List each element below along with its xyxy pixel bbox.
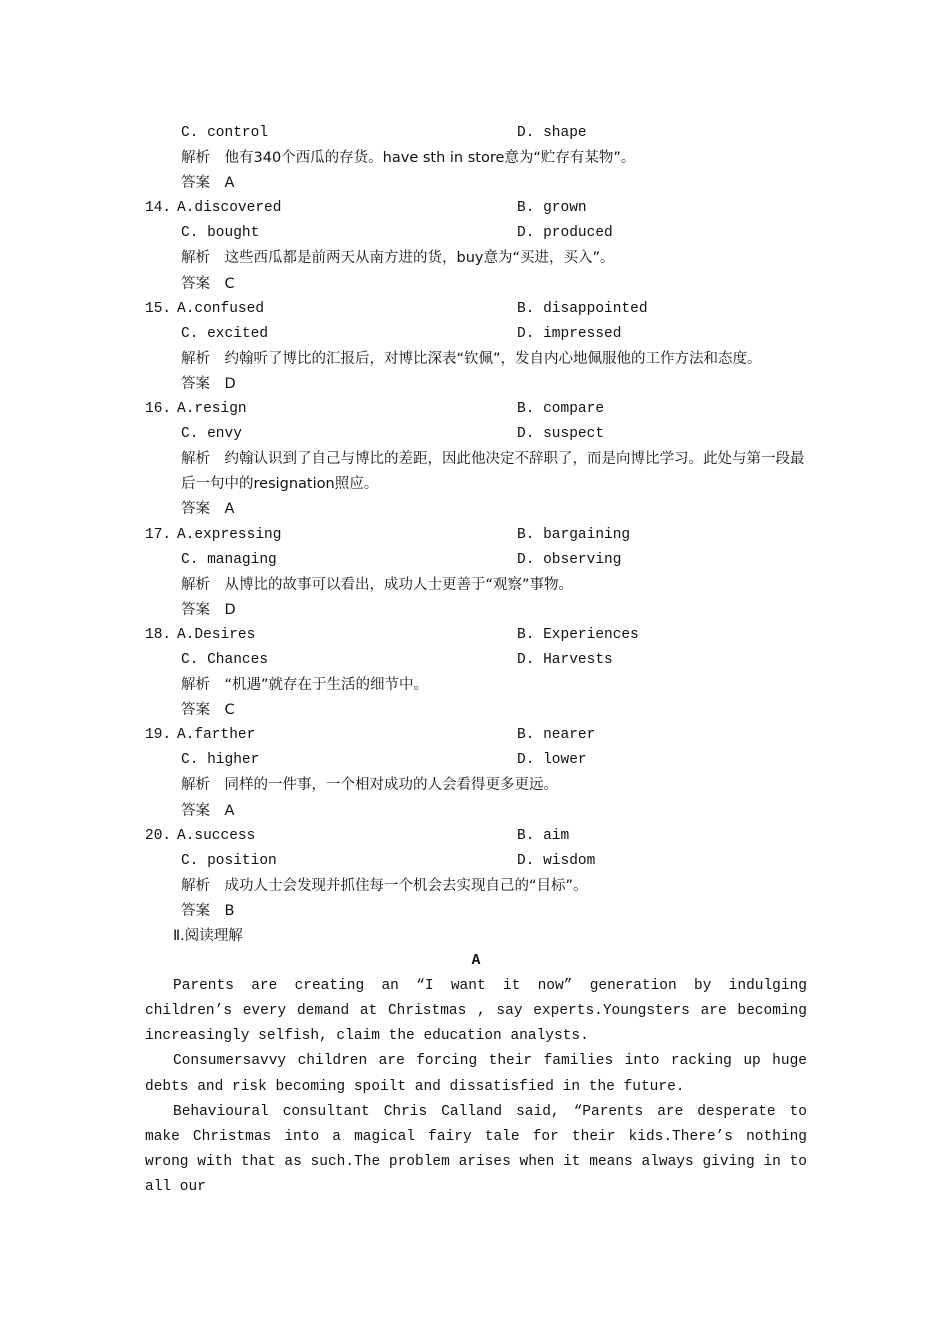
question-row xyxy=(145,397,807,422)
option-b: B. compare xyxy=(517,401,605,418)
explanation: 解析 他有340个西瓜的存货。have sth in store意为“贮存有某物”。 xyxy=(181,150,636,167)
question-row xyxy=(145,297,807,322)
option-a: A.success xyxy=(177,827,256,844)
option-row xyxy=(145,748,807,773)
answer: 答案 A xyxy=(181,501,235,518)
option-a: A.Desires xyxy=(177,626,256,643)
option-c: C. envy xyxy=(181,426,242,443)
option-d: D. lower xyxy=(517,752,587,769)
question-number: 17. xyxy=(145,526,172,543)
option-c: C. managing xyxy=(181,551,277,568)
option-c: C. Chances xyxy=(181,651,269,668)
explanation: 解析 约翰听了博比的汇报后，对博比深表“钦佩”，发自内心地佩服他的工作方法和态度。 xyxy=(181,350,762,367)
option-row xyxy=(145,221,807,246)
option-b: B. bargaining xyxy=(517,526,631,543)
option-a: A.farther xyxy=(177,727,256,744)
answer: 答案 A xyxy=(181,175,235,192)
option-d: D. shape xyxy=(517,125,587,141)
option-d: D. wisdom xyxy=(517,852,596,869)
explanation: 解析 这些西瓜都是前两天从南方进的货，buy意为“买进，买入”。 xyxy=(181,250,615,267)
explanation: 解析 成功人士会发现并抓住每一个机会去实现自己的“目标”。 xyxy=(181,877,588,894)
question-number: 19. xyxy=(145,727,172,744)
passage-paragraph-3: Behavioural consultant Chris Calland said, “Parents are desperate to make Christmas into a magical fairy tale for their kids.There’s nothing wrong with that as such.The problem arises when it means always giving in to all our xyxy=(145,1103,807,1195)
option-b: B. nearer xyxy=(517,727,596,744)
answer: 答案 D xyxy=(181,375,236,392)
option-b: B. Experiences xyxy=(517,626,639,643)
option-b: B. grown xyxy=(517,200,587,217)
option-row xyxy=(145,322,807,347)
option-c: C. higher xyxy=(181,752,260,769)
option-row xyxy=(145,849,807,874)
option-d: D. Harvests xyxy=(517,651,613,668)
option-b: B. aim xyxy=(517,827,570,844)
option-a: A.resign xyxy=(177,401,247,418)
passage-label: A xyxy=(471,953,481,970)
explanation: 解析 从博比的故事可以看出，成功人士更善于“观察”事物。 xyxy=(181,576,574,593)
document-page xyxy=(145,121,807,1200)
answer: 答案 C xyxy=(181,275,235,292)
option-row xyxy=(145,422,807,447)
section-title: Ⅱ.阅读理解 xyxy=(173,928,243,944)
option-c: C. bought xyxy=(181,225,260,242)
question-row xyxy=(145,723,807,748)
option-row xyxy=(145,548,807,573)
option-d: D. observing xyxy=(517,551,622,568)
question-row xyxy=(145,523,807,548)
question-row xyxy=(145,824,807,849)
explanation: 解析 “机遇”就存在于生活的细节中。 xyxy=(181,677,429,694)
explanation: 解析 约翰认识到了自己与博比的差距，因此他决定不辞职了，而是向博比学习。此处与第一段最后一句中的resignation照应。 xyxy=(181,451,805,493)
option-row xyxy=(145,121,807,146)
passage-paragraph-1: Parents are creating an “I want it now” generation by indulging children’s every demand at Christmas , say experts.Youngsters are becoming increasingly selfish, claim the education analysts. xyxy=(145,978,807,1045)
answer: 答案 B xyxy=(181,902,235,919)
option-d: D. impressed xyxy=(517,325,622,342)
option-a: A.confused xyxy=(177,300,265,317)
option-c: C. control xyxy=(181,125,269,141)
option-a: A.expressing xyxy=(177,526,282,543)
question-row xyxy=(145,623,807,648)
question-number: 15. xyxy=(145,300,172,317)
option-c: C. position xyxy=(181,852,277,869)
option-d: D. produced xyxy=(517,225,613,242)
option-c: C. excited xyxy=(181,325,269,342)
question-number: 14. xyxy=(145,200,172,217)
question-number: 16. xyxy=(145,401,172,418)
question-list xyxy=(145,196,807,924)
option-d: D. suspect xyxy=(517,426,605,443)
answer: 答案 C xyxy=(181,702,235,719)
option-row xyxy=(145,648,807,673)
question-row xyxy=(145,196,807,221)
explanation: 解析 同样的一件事，一个相对成功的人会看得更多更远。 xyxy=(181,777,558,794)
answer: 答案 A xyxy=(181,802,235,819)
answer: 答案 D xyxy=(181,601,236,618)
question-number: 20. xyxy=(145,827,172,844)
passage-paragraph-2: Consumersavvy children are forcing their families into racking up huge debts and risk becoming spoilt and dissatisfied in the future. xyxy=(145,1053,807,1095)
option-a: A.discovered xyxy=(177,200,282,217)
question-number: 18. xyxy=(145,626,172,643)
option-b: B. disappointed xyxy=(517,300,648,317)
